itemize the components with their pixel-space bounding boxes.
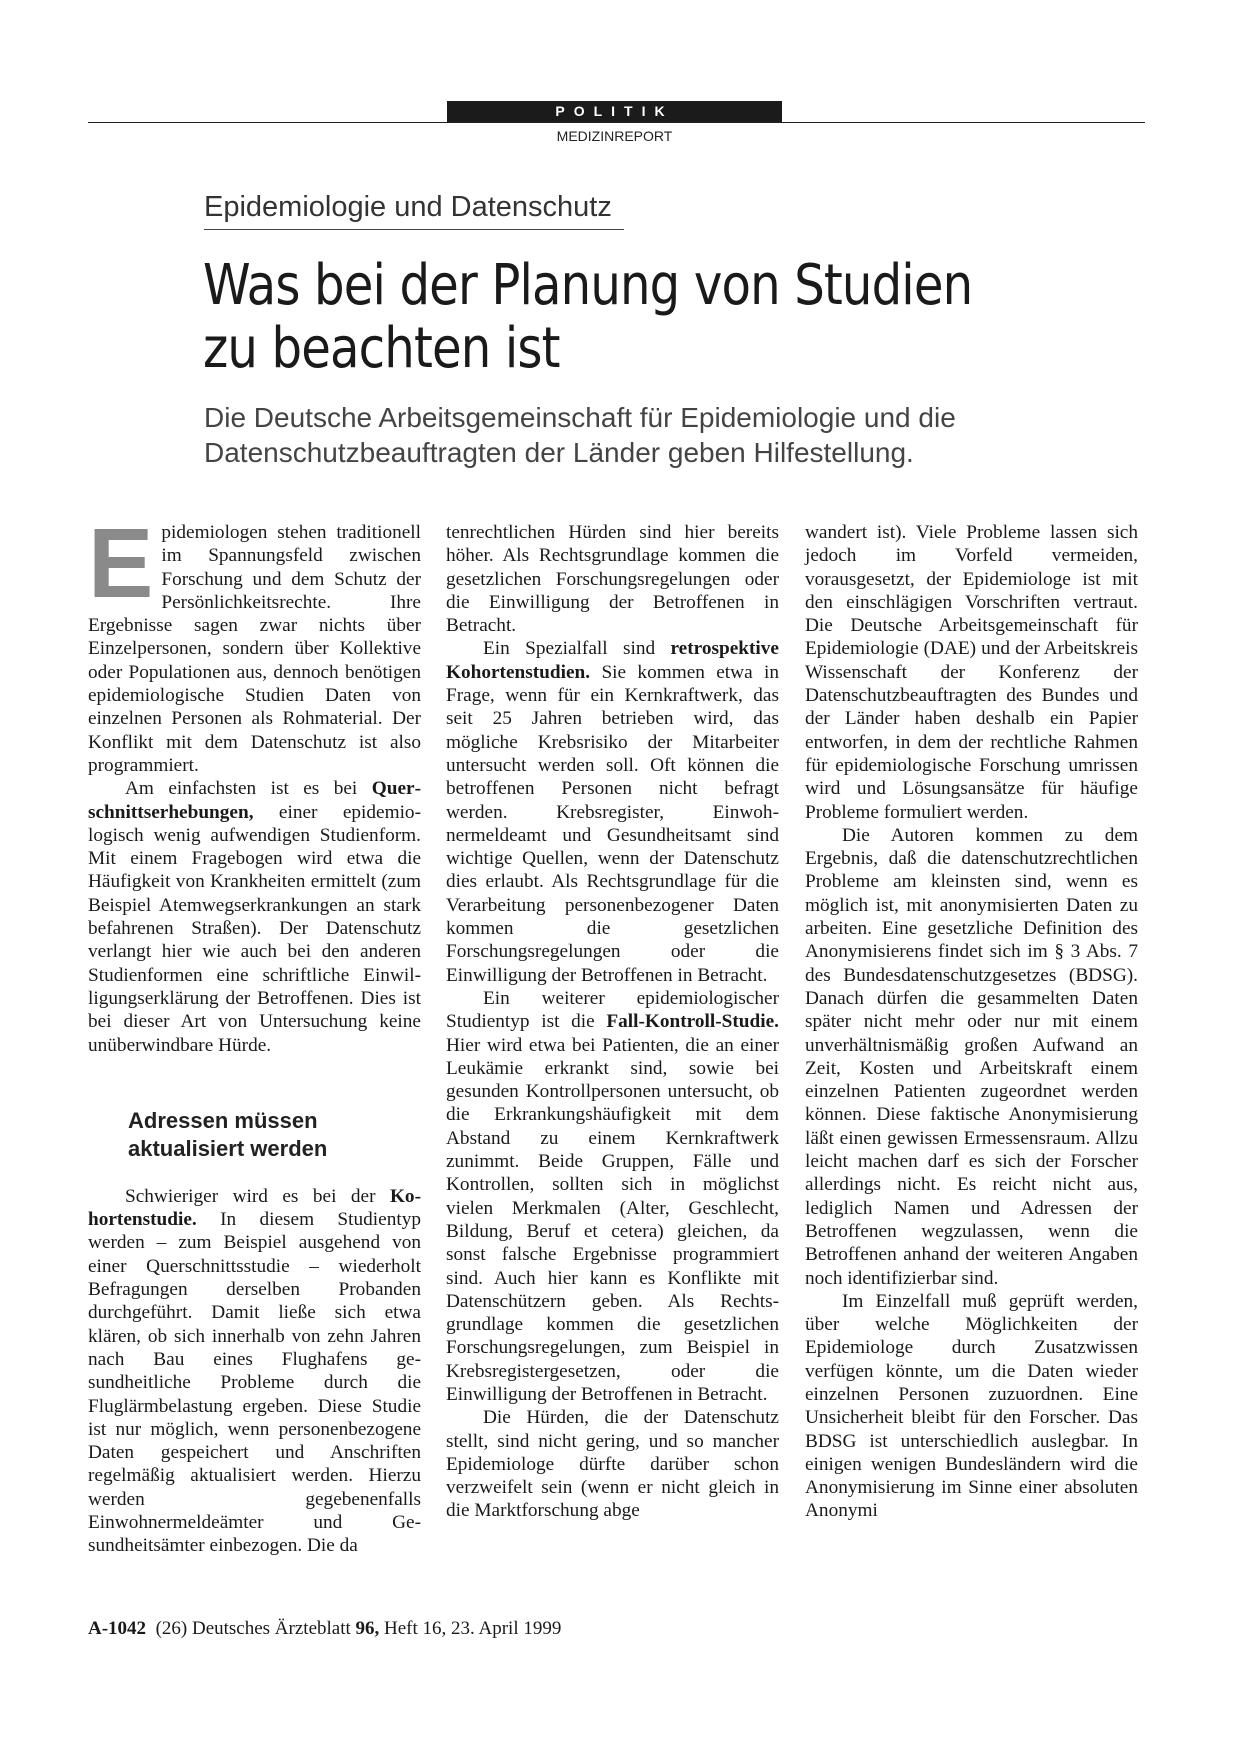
footer-text: Heft 16, 23. April 1999 — [379, 1618, 562, 1639]
paragraph: Im Einzelfall muß geprüft werden, über welche Möglichkeiten der Epidemiologe durch Zusatzwissen verfügen könnte, um die Daten wieder einzelnen Personen zuzuordnen. Eine Unsicherheit bleibt für den Forscher. Das BDSG ist unterschiedlich auslegbar. In einigen wenigen Bundesländern wird die Anonymisierung im Sinne einer absoluten Anonymi — [805, 1290, 1138, 1522]
bold-term: Querschnittserhebungen, — [88, 778, 421, 823]
footer-text: (26) Deutsches Ärzteblatt — [155, 1618, 356, 1639]
paragraph-text: Am einfachsten ist es bei — [125, 778, 372, 800]
section-subheading — [128, 1107, 421, 1163]
paragraph: tenrechtlichen Hürden sind hier bereits höher. Als Rechtsgrundlage kommen die gesetzlichen Forschungsregelungen oder die Einwilligung der Betroffenen in Betracht. — [446, 522, 779, 637]
text-column-2 — [446, 521, 779, 1523]
subline-line: Die Deutsche Arbeitsgemeinschaft für Epidemiologie und die — [204, 402, 956, 433]
article-subline — [204, 400, 1084, 470]
paragraph — [88, 508, 421, 777]
headline-line: Was bei der Planung von Studien — [203, 253, 973, 318]
bold-term: Fall-Kontroll-Studie. — [606, 1011, 779, 1033]
subheading-line: Adressen müssen — [128, 1107, 318, 1133]
bold-term: Kohortenstudie. — [88, 1185, 421, 1231]
bold-term: retrospektive Kohortenstudien. — [446, 638, 779, 683]
section-label: POLITIK — [447, 101, 782, 122]
paragraph-text: Ein Spezialfall sind — [483, 638, 671, 660]
paragraph: wandert ist). Viele Probleme lassen sich jedoch im Vorfeld vermeiden, vorausgesetzt, der Epidemiologe ist mit den einschlägigen Vorschriften vertraut. Die Deutsche Arbeitsgemeinschaft für Epidemiologie (DAE) und der Arbeitskreis Wissenschaft der Konferenz der Datenschutzbeauftragten des Bundes und der Länder haben deshalb ein Papier entworfen, in dem der rechtliche Rahmen für epidemiologische Forschung umrissen wird und Lösungsansätze für häufige Probleme formuliert werden. — [805, 522, 1138, 823]
header-rule — [88, 122, 1145, 123]
page-footer — [88, 1618, 561, 1640]
paragraph: Die Hürden, die der Datenschutz stellt, sind nicht gering, und so mancher Epidemiologe dürfte darüber schon verzweifelt sein (wenn er nicht gleich in die Marktforschung abge — [446, 1407, 779, 1522]
paragraph-text: einer epidemiologisch wenig aufwendigen Studienform. Mit einem Fragebogen wird etwa die Häufigkeit von Krankheiten ermittelt (zum Beispiel Atemwegserkrankungen an stark befahrenen Straßen). Der Datenschutz verlangt hier wie auch bei den anderen Studienformen eine schriftliche Einwilligungserklärung der Betroffenen. Dies ist bei dieser Art von Untersuchung keine unüberwindbare Hürde. — [88, 801, 421, 1056]
subheading-line: aktualisiert werden — [128, 1135, 328, 1161]
subsection-label: MEDIZINREPORT — [556, 128, 673, 144]
paragraph — [446, 987, 779, 1406]
drop-cap: E — [88, 508, 154, 618]
paragraph — [446, 637, 779, 986]
paragraph-text: Sie kommen etwa in Frage, wenn für ein Kernkraftwerk, das seit 25 Jahren betrieben wird, das mögliche Krebsrisiko der Mitarbeiter untersucht werden soll. Oft können die betroffenen Personen nicht befragt werden. Krebsregister, Einwohnermeldeamt und Gesundheitsamt sind wichtige Quellen, wenn der Datenschutz dies erlaubt. Als Rechtsgrundlage für die Verarbeitung personenbezogener Daten kommen die gesetzlichen Forschungsregelungen oder die Einwilligung der Betroffenen in Betracht. — [446, 661, 779, 986]
paragraph-text: Ein weiterer epidemiologischer Studientyp ist die — [446, 987, 779, 1033]
headline-line: zu beachten ist — [203, 316, 560, 381]
paragraph-text: In diesem Studientyp werden – zum Beispiel ausgehend von einer Querschnittsstudie – wiederholt Befragungen derselben Probanden durchgeführt. Damit ließe sich etwa klären, ob sich innerhalb von zehn Jahren nach Bau eines Flughafens gesundheitliche Probleme durch die Fluglärmbelastung ergeben. Diese Studie ist nur möglich, wenn personenbezogene Daten gespeichert und Anschriften regelmäßig aktualisiert werden. Hierzu werden gegebenenfalls Einwohnermeldeämter und Gesundheitsämter einbezogen. Die da — [88, 1209, 421, 1557]
article-kicker: Epidemiologie und Datenschutz — [204, 191, 624, 230]
volume-number: 96, — [355, 1618, 380, 1639]
subline-line: Datenschutzbeauftragten der Länder geben Hilfestellung. — [204, 437, 914, 468]
page-code: A-1042 — [88, 1618, 147, 1639]
paragraph — [88, 1185, 421, 1558]
paragraph-text: Schwieriger wird es bei der — [125, 1185, 390, 1207]
paragraph: Die Autoren kommen zu dem Ergebnis, daß die datenschutzrechtlichen Probleme am kleinsten sind, wenn es möglich ist, mit anonymisierten Daten zu arbeiten. Eine gesetzliche Definition des Anonymisierens findet sich im § 3 Abs. 7 des Bundesdatenschutzgesetzes (BDSG). Danach dürfen die gesammelten Daten später nicht mehr oder nur mit einem unverhältnismäßig großen Aufwand an Zeit, Kosten und Arbeitskraft einem einzelnen Patienten zugeordnet werden können. Diese faktische Anonymisierung läßt einen gewissen Ermessensraum. Allzu leicht machen darf es sich der Forscher allerdings nicht. Es reicht nicht aus, lediglich Namen und Adressen der Betroffenen wegzulassen, wenn die Betroffenen anhand der weiteren Angaben noch identifizierbar sind. — [805, 824, 1138, 1289]
paragraph-text: Hier wird etwa bei Patienten, die an einer Leukämie erkrankt sind, sowie bei gesunden Kontrollpersonen untersucht, ob die Erkrankungshäufigkeit mit dem Abstand zu einem Kernkraftwerk zunimmt. Beide Gruppen, Fälle und Kontrollen, sollten sich in möglichst vielen Merkmalen (Alter, Geschlecht, Bildung, Beruf et cetera) gleichen, da sonst falsche Ergebnisse programmiert sind. Auch hier kann es Konflikte mit Datenschützern geben. Als Rechtsgrundlage kommen die gesetzlichen Forschungsregelungen, zum Beispiel in Krebsregistergesetzen, oder die Einwilligung der Betroffenen in Betracht. — [446, 1034, 779, 1405]
article-headline — [203, 254, 977, 380]
text-column-1 — [88, 508, 421, 1558]
text-column-3 — [805, 521, 1138, 1523]
paragraph-text: pidemiologen stehen traditionell im Spannungsfeld zwischen Forschung und dem Schutz der Persönlichkeitsrechte. Ihre Ergebnisse sagen zwar nichts über Einzelpersonen, sondern über Kollektive oder Populationen aus, dennoch benötigen epidemiologische Studien Daten von einzelnen Personen als Rohmaterial. Der Konflikt mit dem Datenschutz ist also programmiert. — [88, 522, 421, 776]
paragraph — [88, 777, 421, 1057]
